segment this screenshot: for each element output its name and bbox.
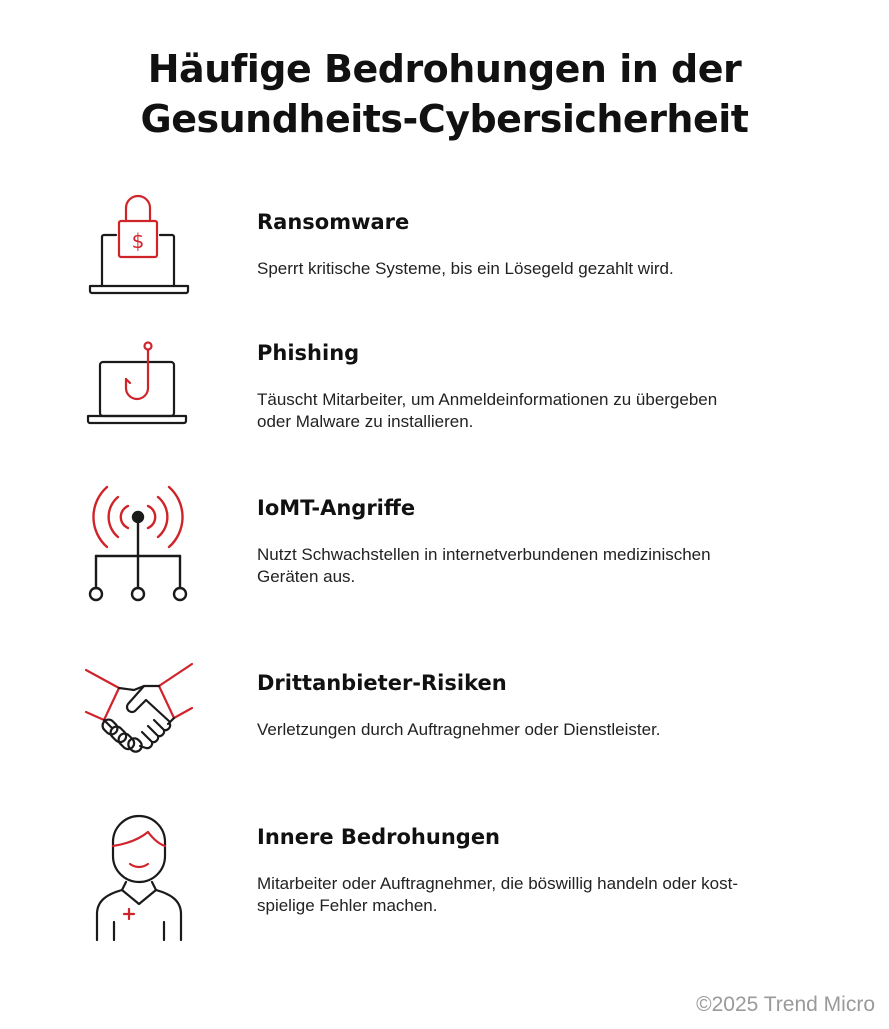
title-line-1: Häufige Bedrohungen in der: [147, 47, 742, 91]
item-heading: Ransomware: [257, 210, 410, 234]
item-description: [257, 389, 797, 433]
handshake-icon: [84, 662, 194, 754]
description-line: Verletzungen durch Auftragnehmer oder Dienstleister.: [257, 720, 661, 739]
item-heading: IoMT-Angriffe: [257, 496, 416, 520]
laptop-lock-icon: [88, 194, 190, 296]
description-line: Mitarbeiter oder Auftragnehmer, die böswillig handeln oder kost-: [257, 874, 738, 893]
iot-network-icon: [87, 484, 189, 604]
page-title: [0, 44, 889, 144]
item-description: [257, 258, 797, 280]
description-line: Geräten aus.: [257, 567, 356, 586]
insider-person-icon: [94, 814, 184, 944]
description-line: Sperrt kritische Systeme, bis ein Lösegeld gezahlt wird.: [257, 259, 674, 278]
svg-text:$: $: [131, 229, 145, 253]
item-description: [257, 544, 797, 588]
title-line-2: Gesundheits-Cybersicherheit: [140, 97, 749, 141]
item-description: [257, 719, 797, 741]
item-heading: Drittanbieter-Risiken: [257, 671, 507, 695]
item-heading: Phishing: [257, 341, 360, 365]
description-line: Täuscht Mitarbeiter, um Anmeldeinformationen zu übergeben: [257, 390, 718, 409]
copyright: ©2025 Trend Micro: [696, 993, 875, 1016]
description-line: oder Malware zu installieren.: [257, 412, 474, 431]
item-description: [257, 873, 797, 917]
item-heading: Innere Bedrohungen: [257, 825, 501, 849]
laptop-fishhook-icon: [86, 340, 188, 430]
description-line: Nutzt Schwachstellen in internetverbundenen medizinischen: [257, 545, 711, 564]
description-line: spielige Fehler machen.: [257, 896, 438, 915]
